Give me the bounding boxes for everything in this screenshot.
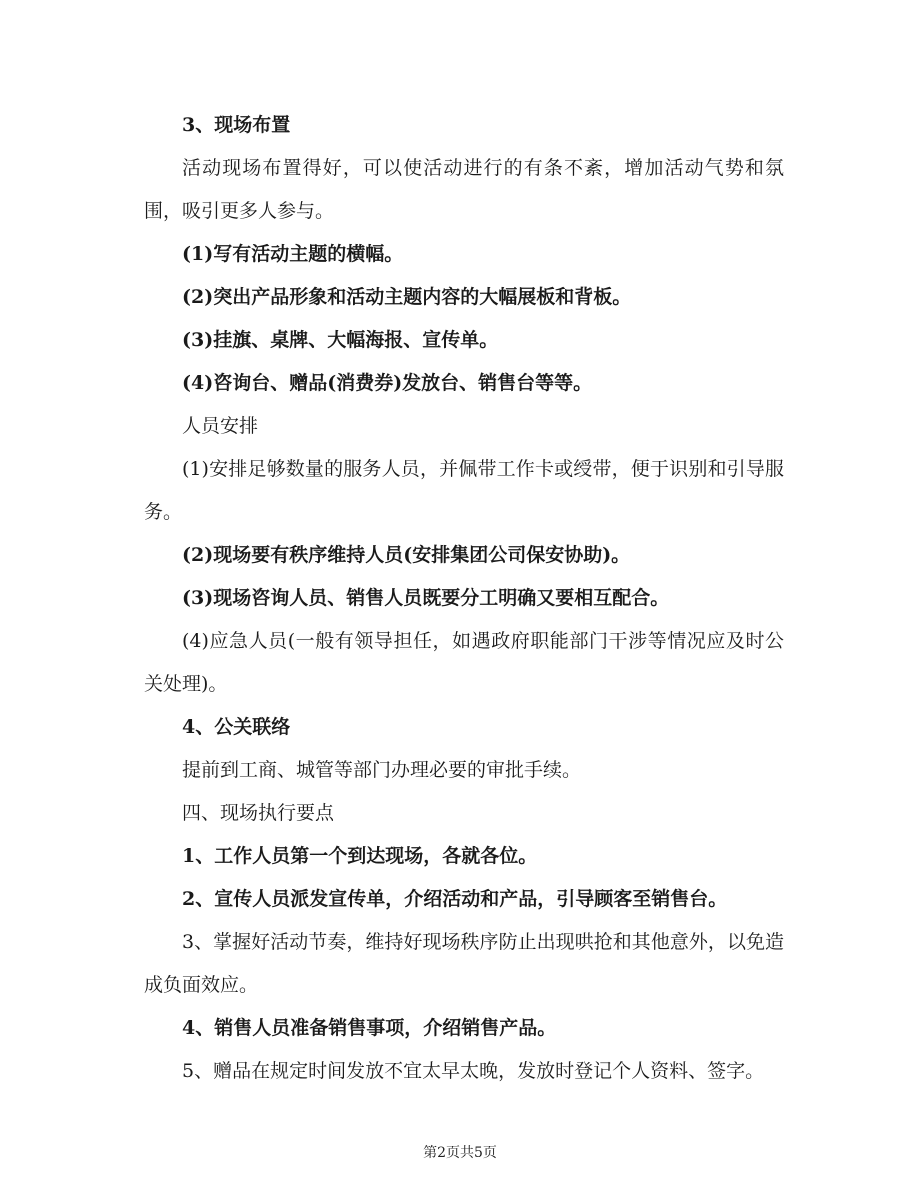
paragraph: 四、现场执行要点 xyxy=(182,802,335,824)
paragraph: 1、工作人员第一个到达现场，各就各位。 xyxy=(182,845,538,867)
paragraph: 2、宣传人员派发宣传单，介绍活动和产品，引导顾客至销售台。 xyxy=(182,888,728,910)
paragraph: (1)安排足够数量的服务人员，并佩带工作卡或绶带，便于识别和引导服务。 xyxy=(144,458,784,523)
paragraph: 活动现场布置得好，可以使活动进行的有条不紊，增加活动气势和氛围，吸引更多人参与。 xyxy=(144,157,784,222)
paragraph: (4)咨询台、赠品(消费券)发放台、销售台等等。 xyxy=(182,372,593,394)
paragraph: 4、销售人员准备销售事项，介绍销售产品。 xyxy=(182,1017,557,1039)
paragraph: 4、公关联络 xyxy=(182,716,291,738)
paragraph: (2)突出产品形象和活动主题内容的大幅展板和背板。 xyxy=(182,286,632,308)
paragraph: (3)现场咨询人员、销售人员既要分工明确又要相互配合。 xyxy=(182,587,670,609)
paragraph: 提前到工商、城管等部门办理必要的审批手续。 xyxy=(182,759,582,781)
paragraph: 5、赠品在规定时间发放不宜太早太晚，发放时登记个人资料、签字。 xyxy=(182,1060,765,1082)
paragraph: (4)应急人员(一般有领导担任，如遇政府职能部门干涉等情况应及时公关处理)。 xyxy=(144,630,784,695)
paragraph: 3、现场布置 xyxy=(182,114,291,136)
paragraph: (2)现场要有秩序维持人员(安排集团公司保安协助)。 xyxy=(182,544,631,566)
paragraph: 3、掌握好活动节奏，维持好现场秩序防止出现哄抢和其他意外，以免造成负面效应。 xyxy=(144,931,784,996)
paragraph: 人员安排 xyxy=(182,415,259,437)
document-body xyxy=(144,104,784,1093)
paragraph: (3)挂旗、桌牌、大幅海报、宣传单。 xyxy=(182,329,499,351)
paragraph: (1)写有活动主题的横幅。 xyxy=(182,243,404,265)
page-number: 第2页共5页 xyxy=(423,1145,497,1161)
